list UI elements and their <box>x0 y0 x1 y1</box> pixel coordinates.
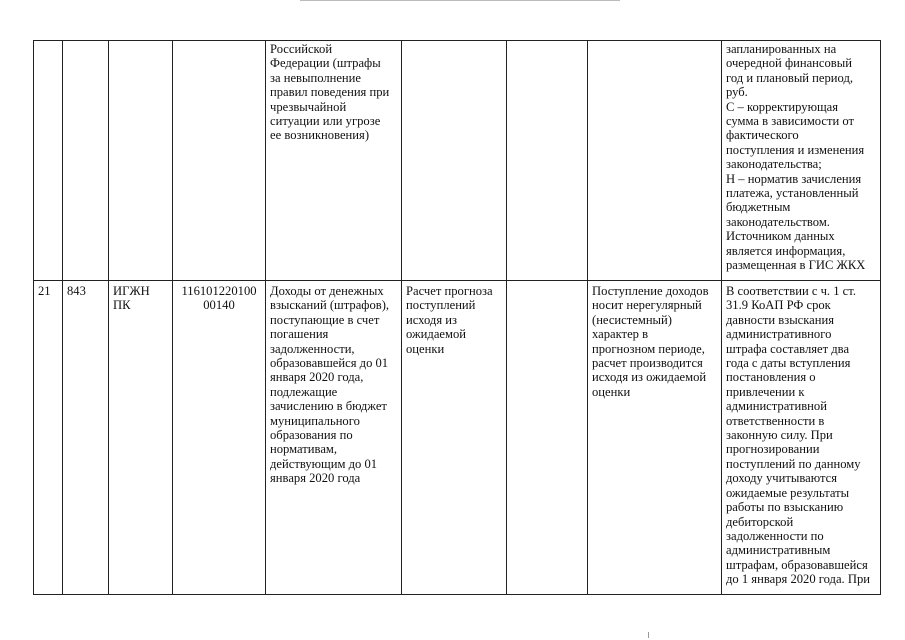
revenue-name-cell: Доходы от денежных взысканий (штрафов), поступающие в счет погашения задолженности, образовавшейся до 01 января 2020 года, подлежащие зачислению в бюджет муниципального образования по нормативам, действующим до 01 января 2020 года <box>266 281 402 595</box>
scan-edge-mark <box>300 0 620 1</box>
note-cell: Поступление доходов носит нерегулярный (несистемный) характер в прогнозном периоде, расчет производится исходя из ожидаемой оценки <box>588 281 722 595</box>
scan-artifact-mark <box>648 632 649 638</box>
administrator-cell: ИГЖН ПК <box>109 281 173 595</box>
row-number-cell <box>34 41 63 281</box>
forecast-method-cell: Расчет прогноза поступлений исходя из ожидаемой оценки <box>402 281 507 595</box>
description-cell: В соответствии с ч. 1 ст. 31.9 КоАП РФ срок давности взыскания административного штрафа составляет два года с даты вступления постановления о привлечении к административной ответственности в законную силу. При прогнозировании поступлений по данному доходу учитываются ожидаемые результаты работы по взысканию дебиторской задолженности по административным штрафам, образовавшейся до 1 января 2020 года. При <box>722 281 881 595</box>
administrator-cell <box>109 41 173 281</box>
kbk-code-cell: 116101220100 00140 <box>173 281 266 595</box>
table-row <box>34 41 881 281</box>
empty-cell <box>507 41 588 281</box>
forecast-method-cell <box>402 41 507 281</box>
description-cell: запланированных на очередной финансовый год и плановый период, руб. С – корректирующая сумма в зависимости от фактического поступления и изменения законодательства; Н – норматив зачисления платежа, установленный бюджетным законодательством. Источником данных является информация, размещенная в ГИС ЖКХ <box>722 41 881 281</box>
row-number-cell: 21 <box>34 281 63 595</box>
note-cell <box>588 41 722 281</box>
revenue-methodology-table <box>33 40 881 595</box>
admin-code-cell <box>63 41 109 281</box>
table-row <box>34 281 881 595</box>
admin-code-cell: 843 <box>63 281 109 595</box>
kbk-code-cell <box>173 41 266 281</box>
empty-cell <box>507 281 588 595</box>
revenue-name-cell: Российской Федерации (штрафы за невыполнение правил поведения при чрезвычайной ситуации или угрозе ее возникновения) <box>266 41 402 281</box>
